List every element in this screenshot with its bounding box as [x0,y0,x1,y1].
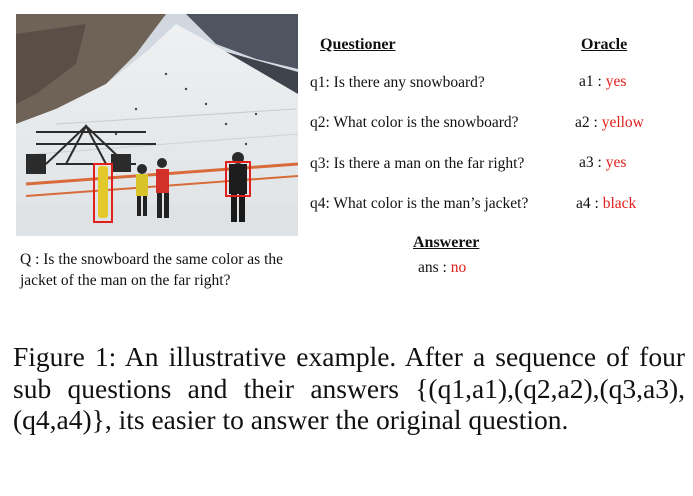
question-3: q3: Is there a man on the far right? [310,155,525,172]
answer-1-label: a1 : [579,73,602,90]
oracle-heading: Oracle [581,36,628,53]
answer-3-value: yes [605,154,627,171]
answer-3 [579,154,626,172]
answer-1 [579,73,626,91]
ski-slope-photo [16,14,298,236]
answer-4-value: black [602,195,637,212]
answer-4 [576,195,636,213]
question-1: q1: Is there any snowboard? [310,74,485,91]
answerer-value: no [450,259,467,276]
answer-2-label: a2 : [575,114,598,131]
figure-caption: Figure 1: An illustrative example. After a sequence of four sub questions and their answers {(q1,a1),(q2,a2),(q3,a3),(q4,a4)}, its easier to answer the original question. [13,341,685,435]
question-4: q4: What color is the man’s jacket? [310,195,529,212]
question-caption: Q : Is the snowboard the same color as the jacket of the man on the far right? [20,251,284,289]
answerer-heading: Answerer [413,234,480,251]
answerer-answer [418,259,466,277]
answer-2 [575,114,644,132]
question-2: q2: What color is the snowboard? [310,114,519,131]
answer-1-value: yes [605,73,627,90]
answer-3-label: a3 : [579,154,602,171]
questioner-heading: Questioner [320,36,396,53]
photo-illustration [16,14,298,236]
answer-2-value: yellow [601,114,644,131]
answer-4-label: a4 : [576,195,599,212]
answerer-label: ans : [418,259,447,276]
